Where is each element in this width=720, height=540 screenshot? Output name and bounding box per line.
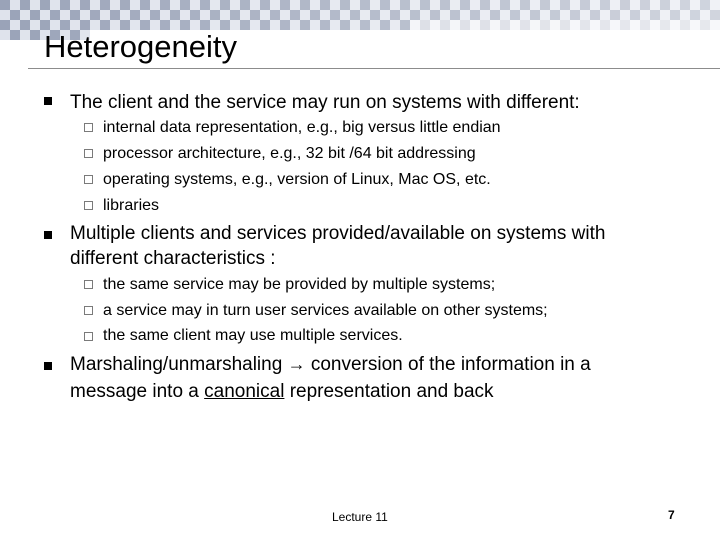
bullet-text-part: Marshaling/unmarshaling — [70, 354, 288, 375]
checkbox-bullet-icon — [84, 280, 93, 289]
bullet-text-part: representation and back — [284, 381, 494, 402]
slide-title: Heterogeneity — [44, 29, 238, 64]
checkbox-bullet-icon — [84, 123, 93, 132]
checkbox-bullet-icon — [84, 201, 93, 210]
right-arrow-icon: → — [287, 354, 306, 374]
bullet-text-line1 — [70, 352, 670, 377]
page-number: 7 — [668, 508, 675, 522]
checkbox-bullet-icon — [84, 149, 93, 158]
checkbox-bullet-icon — [84, 306, 93, 315]
bullet-text: The client and the service may run on systems with different: — [70, 92, 580, 113]
bullet-text-part: message into a — [70, 381, 205, 402]
bullet-text-line2 — [70, 379, 670, 404]
checkbox-bullet-icon — [84, 175, 93, 184]
bullet-square-icon — [44, 97, 52, 105]
subbullet-text: the same service may be provided by multiple systems; — [103, 276, 496, 293]
subbullet-text: processor architecture, e.g., 32 bit /64 bit addressing — [103, 145, 476, 162]
subbullet-text: operating systems, e.g., version of Linux, Mac OS, etc. — [103, 171, 491, 188]
bullet-text-line1: Multiple clients and services provided/available on systems with — [70, 223, 606, 244]
underlined-term: canonical — [204, 381, 285, 402]
subbullet-text: internal data representation, e.g., big versus little endian — [103, 119, 501, 136]
subbullet-text: the same client may use multiple services. — [103, 327, 403, 344]
checkbox-bullet-icon — [84, 332, 93, 341]
footer-lecture-label: Lecture 11 — [332, 510, 388, 524]
bullet-square-icon — [44, 362, 52, 370]
bullet-text-part: conversion of the information in a — [305, 354, 591, 375]
subbullet-text: libraries — [103, 197, 160, 214]
bullet-square-icon — [44, 231, 52, 239]
title-divider — [28, 68, 720, 69]
subbullet-text: a service may in turn user services available on other systems; — [103, 302, 548, 319]
bullet-text-line2: different characteristics : — [70, 248, 276, 269]
